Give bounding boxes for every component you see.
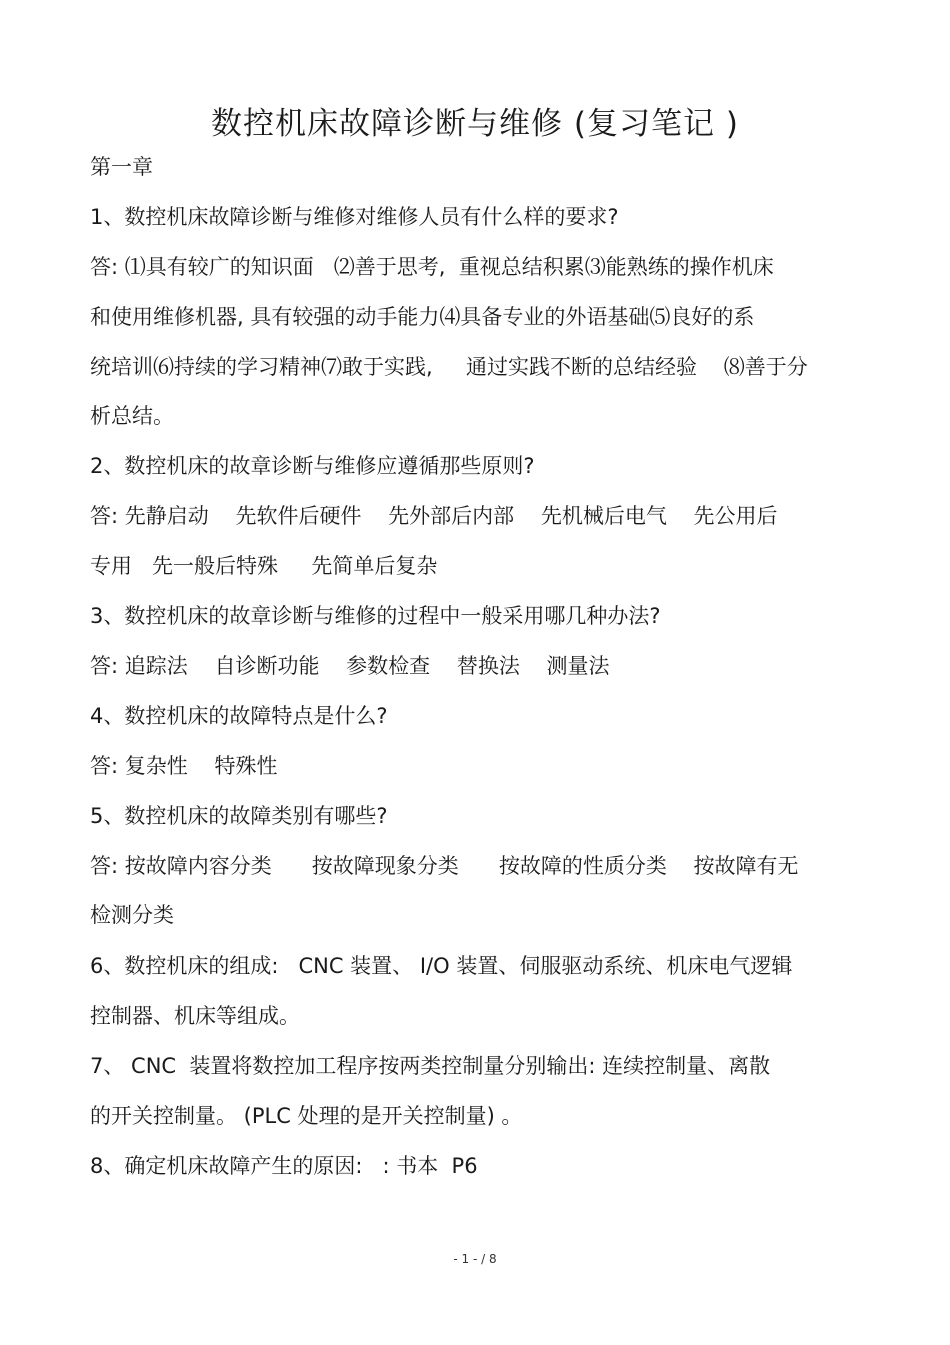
- answer-4: 答: 复杂性 特殊性: [90, 754, 278, 778]
- item-7-line-2: 的开关控制量。 (PLC 处理的是开关控制量) 。: [90, 1104, 523, 1128]
- item-8: 8、确定机床故障产生的原因: : 书本 P6: [90, 1154, 478, 1178]
- page-number: - 1 - / 8: [453, 1252, 497, 1266]
- page-title: 数控机床故障诊断与维修 (复习笔记 ): [211, 106, 739, 142]
- answer-2-line-1: 答: 先静启动 先软件后硬件 先外部后内部 先机械后电气 先公用后: [90, 504, 778, 528]
- chapter-heading: 第一章: [90, 155, 153, 179]
- answer-1-line-4: 析总结。: [90, 404, 174, 428]
- question-1: 1、数控机床故障诊断与维修对维修人员有什么样的要求?: [90, 205, 619, 229]
- answer-5-line-1: 答: 按故障内容分类 按故障现象分类 按故障的性质分类 按故障有无: [90, 854, 799, 878]
- item-6-line-2: 控制器、机床等组成。: [90, 1004, 300, 1028]
- answer-1-line-3: 统培训⑹持续的学习精神⑺敢于实践, 通过实践不断的总结经验 ⑻善于分: [90, 355, 808, 379]
- question-3: 3、数控机床的故章诊断与维修的过程中一般采用哪几种办法?: [90, 604, 661, 628]
- answer-1-line-1: 答: ⑴具有较广的知识面 ⑵善于思考, 重视总结积累⑶能熟练的操作机床: [90, 255, 774, 279]
- item-6-line-1: 6、数控机床的组成: CNC 装置、 I/O 装置、伺服驱动系统、机床电气逻辑: [90, 954, 793, 978]
- item-7-line-1: 7、 CNC 装置将数控加工程序按两类控制量分别输出: 连续控制量、离散: [90, 1054, 771, 1078]
- answer-5-line-2: 检测分类: [90, 903, 174, 927]
- question-2: 2、数控机床的故章诊断与维修应遵循那些原则?: [90, 454, 535, 478]
- answer-2-line-2: 专用 先一般后特殊 先简单后复杂: [90, 554, 438, 578]
- answer-1-line-2: 和使用维修机器, 具有较强的动手能力⑷具备专业的外语基础⑸良好的系: [90, 305, 755, 329]
- answer-3: 答: 追踪法 自诊断功能 参数检查 替换法 测量法: [90, 654, 610, 678]
- question-4: 4、数控机床的故障特点是什么?: [90, 704, 388, 728]
- question-5: 5、数控机床的故障类别有哪些?: [90, 804, 388, 828]
